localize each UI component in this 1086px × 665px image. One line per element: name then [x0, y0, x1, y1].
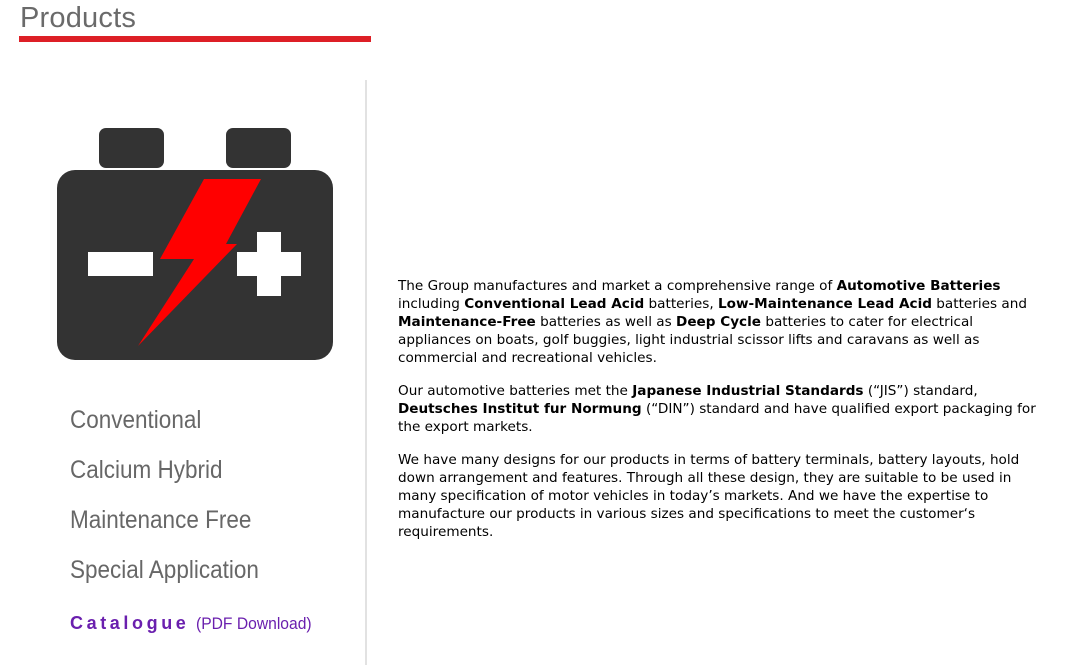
sidebar-item-calcium-hybrid[interactable]: Calcium Hybrid [70, 456, 223, 484]
catalogue-download-link[interactable] [70, 613, 322, 634]
battery-terminal-left [99, 128, 164, 168]
standards-paragraph [398, 382, 1038, 436]
title-underline [19, 36, 371, 42]
battery-terminal-right [226, 128, 291, 168]
bold-low-maintenance: Low-Maintenance Lead Acid [717, 296, 932, 312]
text-span: batteries, [644, 296, 718, 312]
product-description [398, 277, 1038, 556]
text-span: The Group manufactures and market a comprehensive range of [398, 278, 837, 294]
page-title: Products [20, 2, 137, 34]
sidebar-item-special-application[interactable]: Special Application [70, 556, 259, 584]
bold-din: Deutsches Institut fur Normung [398, 401, 642, 417]
text-span: Our automotive batteries met the [398, 383, 633, 399]
text-span: including [398, 296, 465, 312]
bold-jis: Japanese Industrial Standards [632, 383, 864, 399]
text-span: (“JIS”) standard, [863, 383, 978, 399]
text-span: batteries as well as [535, 314, 677, 330]
intro-paragraph [398, 277, 1038, 367]
catalogue-label: Catalogue [70, 613, 190, 633]
sidebar-item-maintenance-free[interactable]: Maintenance Free [70, 506, 252, 534]
battery-lightning-icon [56, 127, 334, 363]
bold-conventional-lead-acid: Conventional Lead Acid [464, 296, 645, 312]
minus-sign [88, 252, 153, 276]
sidebar-item-conventional[interactable]: Conventional [70, 406, 202, 434]
designs-paragraph: We have many designs for our products in terms of battery terminals, battery layouts, hold down arrangement and features. Through all these design, they are suitable to be used in many specification of motor vehicles in today’s markets. And we have the expertise to manufacture our products in various sizes and specifications to meet the customer‘s requirements. [398, 452, 1020, 540]
text-span: batteries and [931, 296, 1027, 312]
text-span: batteries to cater for electrical appliances on boats, golf buggies, light industrial scissor lifts and caravans as well as commercial and recreational vehicles. [398, 314, 980, 366]
bold-automotive-batteries: Automotive Batteries [836, 278, 1001, 294]
vertical-divider [365, 80, 367, 665]
text-span: (“DIN”) standard and have qualified export packaging for the export markets. [398, 401, 1036, 435]
catalogue-pdf-label: (PDF Download) [195, 614, 312, 633]
plus-sign-vertical [257, 232, 281, 296]
bold-deep-cycle: Deep Cycle [676, 314, 761, 330]
bold-maintenance-free: Maintenance-Free [398, 314, 536, 330]
